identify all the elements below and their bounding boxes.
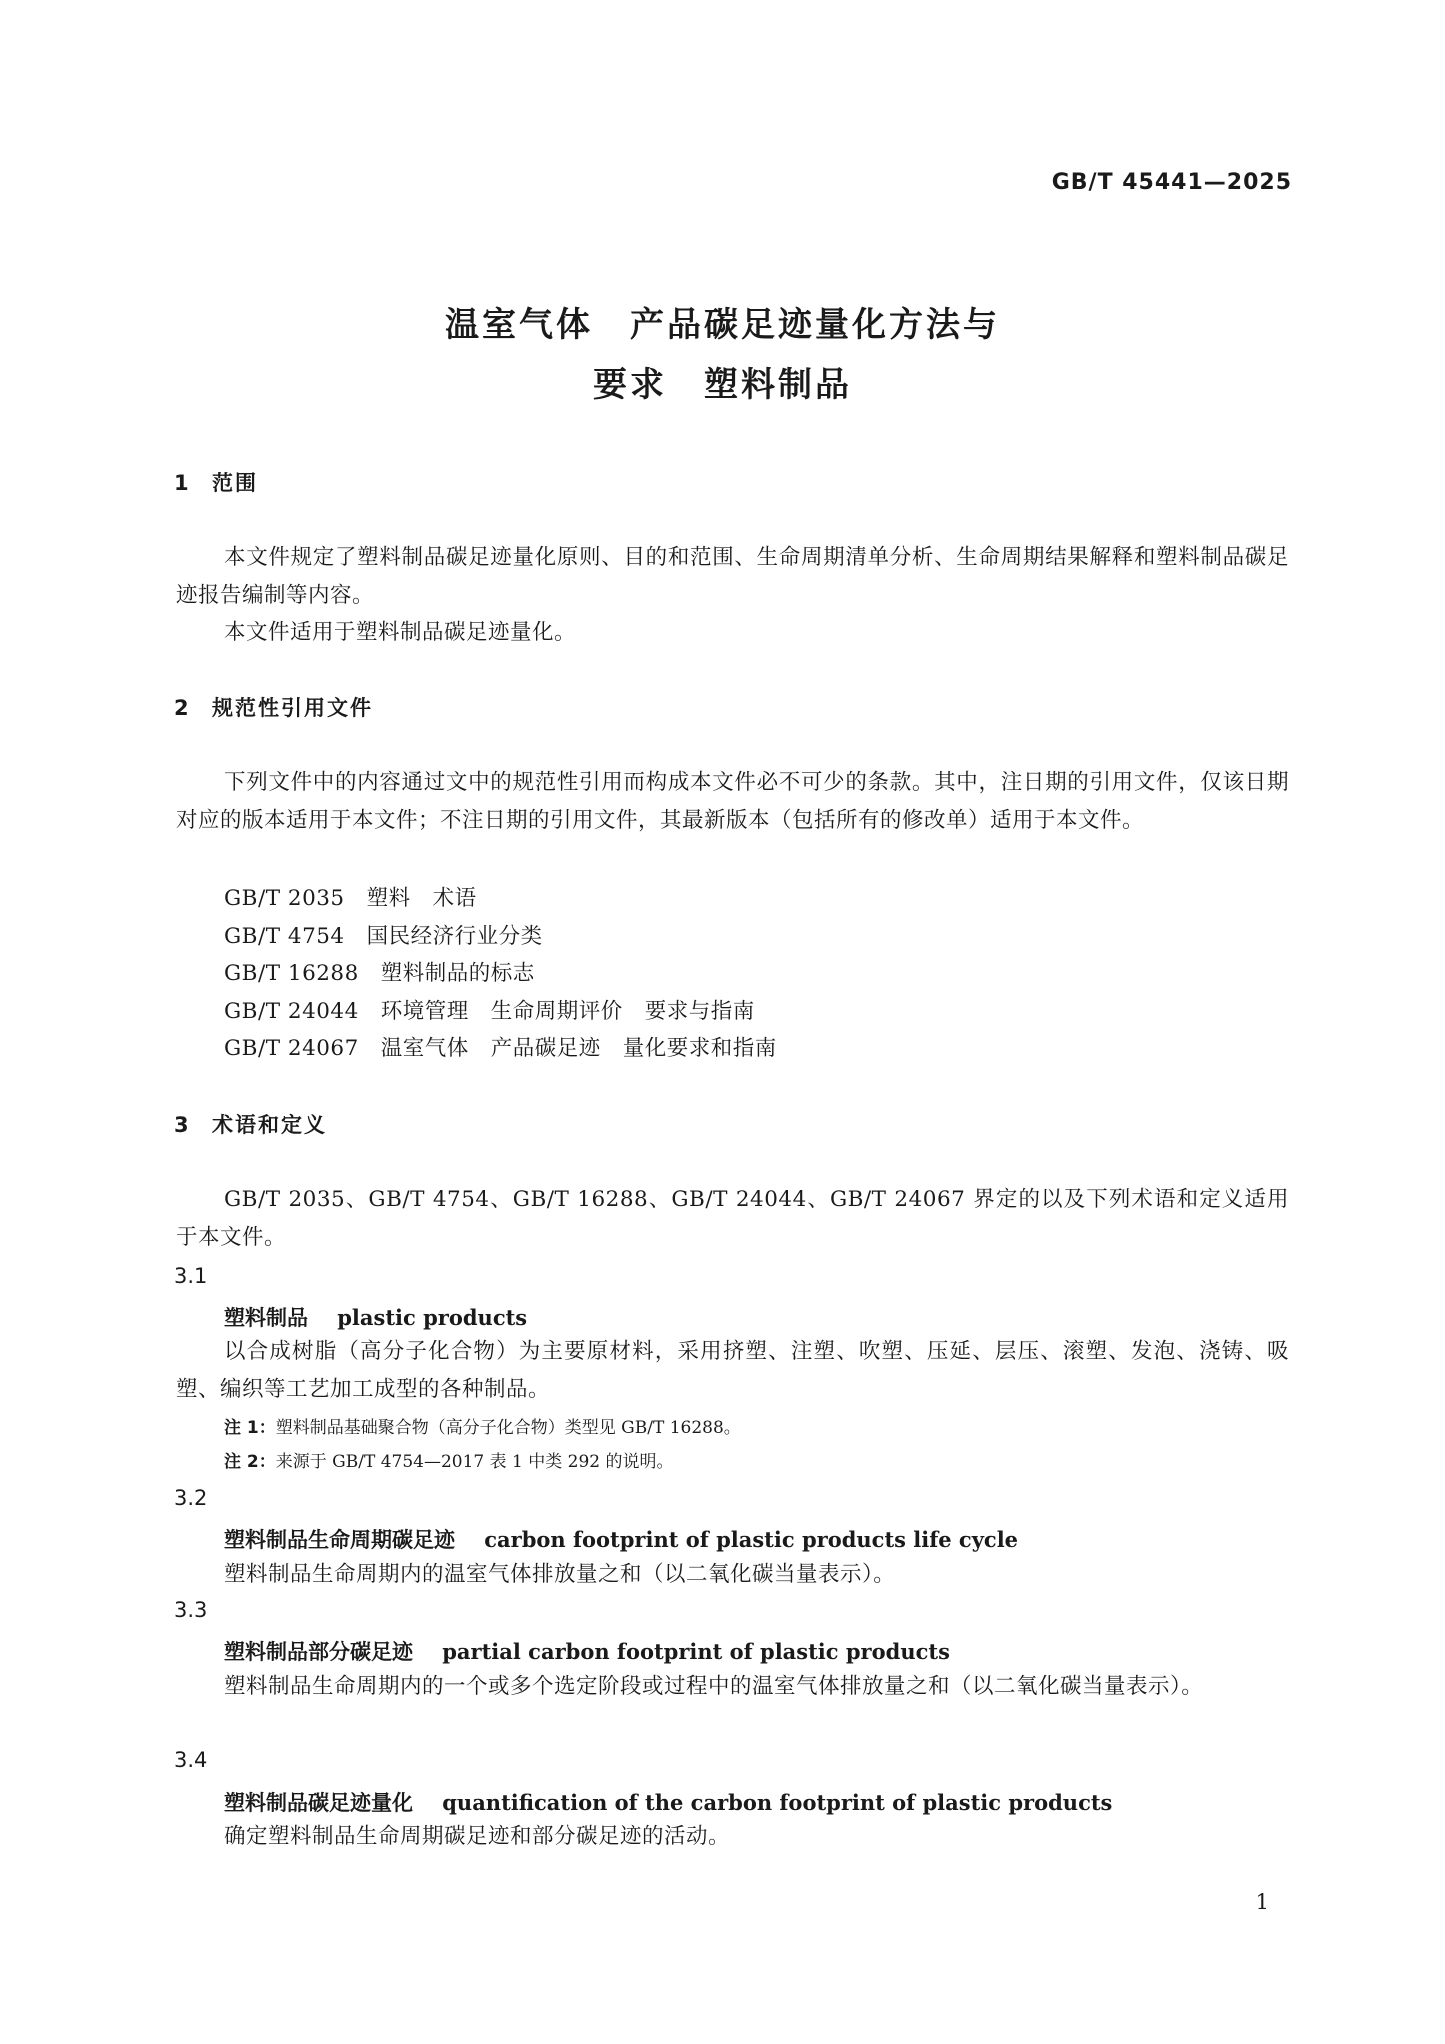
note-label: 注 2： bbox=[224, 1452, 276, 1472]
term-heading bbox=[224, 1787, 1112, 1817]
section-2-heading bbox=[174, 692, 373, 722]
term-en: partial carbon footprint of plastic products bbox=[442, 1639, 950, 1664]
document-title bbox=[0, 295, 1445, 415]
term-number: 3.2 bbox=[174, 1486, 208, 1510]
term-zh: 塑料制品碳足迹量化 bbox=[224, 1791, 413, 1815]
note-label: 注 1： bbox=[224, 1418, 276, 1438]
normative-reference: GB/T 16288 塑料制品的标志 bbox=[224, 961, 535, 986]
term-en: plastic products bbox=[337, 1305, 528, 1330]
section-1-paragraph-2: 本文件适用于塑料制品碳足迹量化。 bbox=[224, 620, 577, 645]
section-number: 1 bbox=[174, 471, 191, 495]
term-heading bbox=[224, 1636, 950, 1666]
term-definition: 塑料制品生命周期内的温室气体排放量之和（以二氧化碳当量表示）。 bbox=[224, 1562, 896, 1587]
term-definition: 塑料制品生命周期内的一个或多个选定阶段或过程中的温室气体排放量之和（以二氧化碳当量表示）。 bbox=[224, 1674, 1204, 1699]
term-heading bbox=[224, 1302, 527, 1332]
section-title: 规范性引用文件 bbox=[212, 696, 373, 720]
section-number: 2 bbox=[174, 696, 191, 720]
title-line-2: 要求 塑料制品 bbox=[593, 365, 852, 405]
term-en: carbon footprint of plastic products life cycle bbox=[484, 1527, 1019, 1552]
section-1-paragraph-1: 本文件规定了塑料制品碳足迹量化原则、目的和范围、生命周期清单分析、生命周期结果解释和塑料制品碳足迹报告编制等内容。 bbox=[176, 545, 1289, 608]
section-number: 3 bbox=[174, 1113, 191, 1137]
term-number: 3.4 bbox=[174, 1748, 208, 1772]
note-text: 来源于 GB/T 4754—2017 表 1 中类 292 的说明。 bbox=[275, 1452, 674, 1472]
term-definition: 以合成树脂（高分子化合物）为主要原材料，采用挤塑、注塑、吹塑、压延、层压、滚塑、发泡、浇铸、吸塑、编织等工艺加工成型的各种制品。 bbox=[176, 1339, 1289, 1402]
section-3-paragraph-1: GB/T 2035、GB/T 4754、GB/T 16288、GB/T 24044、GB/T 24067 界定的以及下列术语和定义适用于本文件。 bbox=[176, 1187, 1289, 1250]
term-note bbox=[224, 1447, 674, 1472]
term-note bbox=[224, 1413, 741, 1438]
term-number: 3.1 bbox=[174, 1264, 208, 1288]
term-number: 3.3 bbox=[174, 1598, 208, 1622]
section-3-heading bbox=[174, 1109, 327, 1139]
note-text: 塑料制品基础聚合物（高分子化合物）类型见 GB/T 16288。 bbox=[275, 1418, 741, 1438]
section-1-heading bbox=[174, 467, 258, 497]
term-zh: 塑料制品部分碳足迹 bbox=[224, 1640, 413, 1664]
normative-reference: GB/T 2035 塑料 术语 bbox=[224, 886, 477, 911]
term-zh: 塑料制品 bbox=[224, 1306, 308, 1330]
standard-code: GB/T 45441—2025 bbox=[1051, 170, 1292, 195]
term-en: quantification of the carbon footprint of plastic products bbox=[442, 1790, 1113, 1815]
section-title: 范围 bbox=[212, 471, 258, 495]
section-title: 术语和定义 bbox=[212, 1113, 327, 1137]
term-definition: 确定塑料制品生命周期碳足迹和部分碳足迹的活动。 bbox=[224, 1824, 731, 1849]
normative-reference: GB/T 4754 国民经济行业分类 bbox=[224, 924, 543, 949]
normative-reference: GB/T 24044 环境管理 生命周期评价 要求与指南 bbox=[224, 999, 755, 1024]
term-zh: 塑料制品生命周期碳足迹 bbox=[224, 1528, 455, 1552]
section-2-paragraph-1: 下列文件中的内容通过文中的规范性引用而构成本文件必不可少的条款。其中，注日期的引用文件，仅该日期对应的版本适用于本文件；不注日期的引用文件，其最新版本（包括所有的修改单）适用于本文件。 bbox=[176, 770, 1289, 833]
normative-reference: GB/T 24067 温室气体 产品碳足迹 量化要求和指南 bbox=[224, 1036, 777, 1061]
term-heading bbox=[224, 1524, 1018, 1554]
title-line-1: 温室气体 产品碳足迹量化方法与 bbox=[445, 305, 1000, 345]
page-number: 1 bbox=[1255, 1890, 1269, 1914]
